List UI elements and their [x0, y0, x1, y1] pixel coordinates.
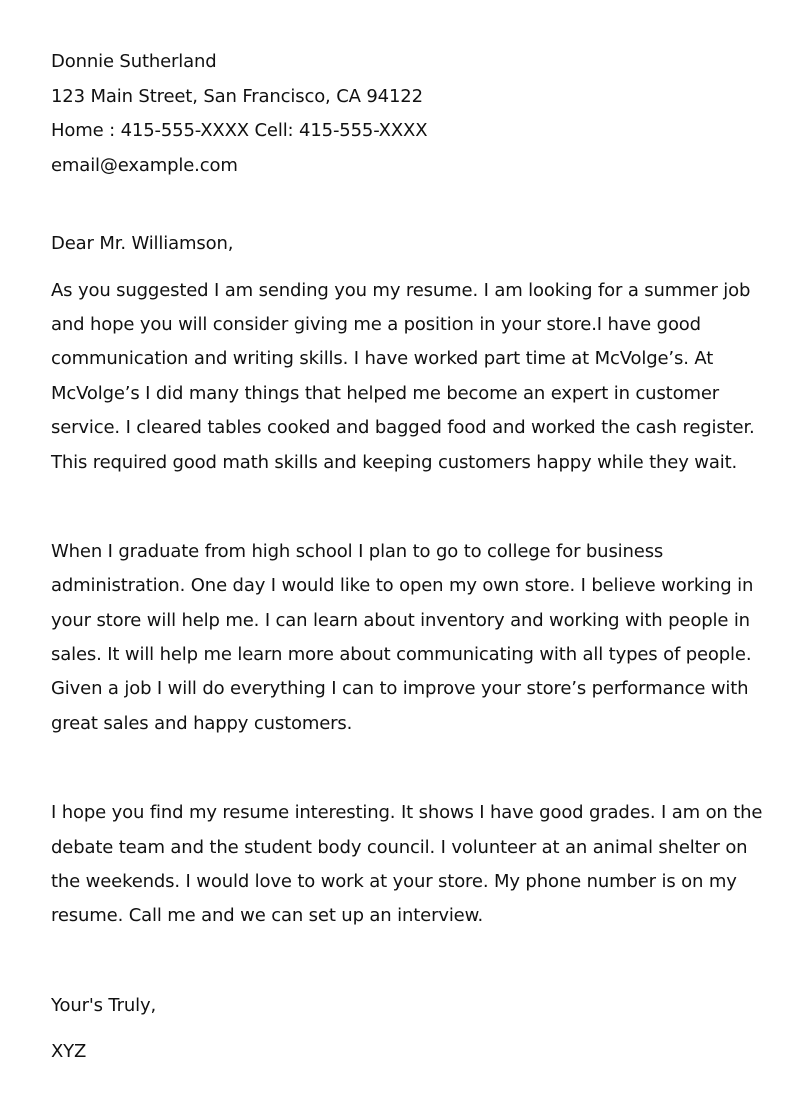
signature: XYZ	[51, 1041, 87, 1062]
paragraph-1-line: and hope you will consider giving me a position in your store.I have good	[51, 314, 701, 335]
salutation: Dear Mr. Williamson,	[51, 233, 234, 254]
paragraph-3-line: debate team and the student body council. I volunteer at an animal shelter on	[51, 837, 748, 858]
paragraph-2-line: sales. It will help me learn more about communicating with all types of people.	[51, 644, 752, 665]
paragraph-1-line: communication and writing skills. I have worked part time at McVolge’s. At	[51, 348, 714, 369]
paragraph-2-line: administration. One day I would like to open my own store. I believe working in	[51, 575, 754, 596]
sender-name: Donnie Sutherland	[51, 51, 217, 72]
closing: Your's Truly,	[51, 995, 157, 1016]
paragraph-1-line: service. I cleared tables cooked and bagged food and worked the cash register.	[51, 417, 755, 438]
sender-address: 123 Main Street, San Francisco, CA 94122	[51, 86, 423, 107]
paragraph-1-line: McVolge’s I did many things that helped me become an expert in customer	[51, 383, 719, 404]
paragraph-2-line: great sales and happy customers.	[51, 713, 353, 734]
paragraph-2-line: Given a job I will do everything I can to improve your store’s performance with	[51, 678, 749, 699]
sender-phones: Home : 415-555-XXXX Cell: 415-555-XXXX	[51, 120, 428, 141]
sender-email: email@example.com	[51, 155, 238, 176]
paragraph-2-line: When I graduate from high school I plan to go to college for business	[51, 541, 664, 562]
paragraph-2-line: your store will help me. I can learn about inventory and working with people in	[51, 610, 750, 631]
paragraph-3-line: the weekends. I would love to work at your store. My phone number is on my	[51, 871, 737, 892]
paragraph-3-line: resume. Call me and we can set up an interview.	[51, 905, 484, 926]
paragraph-3-line: I hope you find my resume interesting. It shows I have good grades. I am on the	[51, 802, 763, 823]
paragraph-1-line: As you suggested I am sending you my resume. I am looking for a summer job	[51, 280, 751, 301]
paragraph-1-line: This required good math skills and keeping customers happy while they wait.	[51, 452, 738, 473]
